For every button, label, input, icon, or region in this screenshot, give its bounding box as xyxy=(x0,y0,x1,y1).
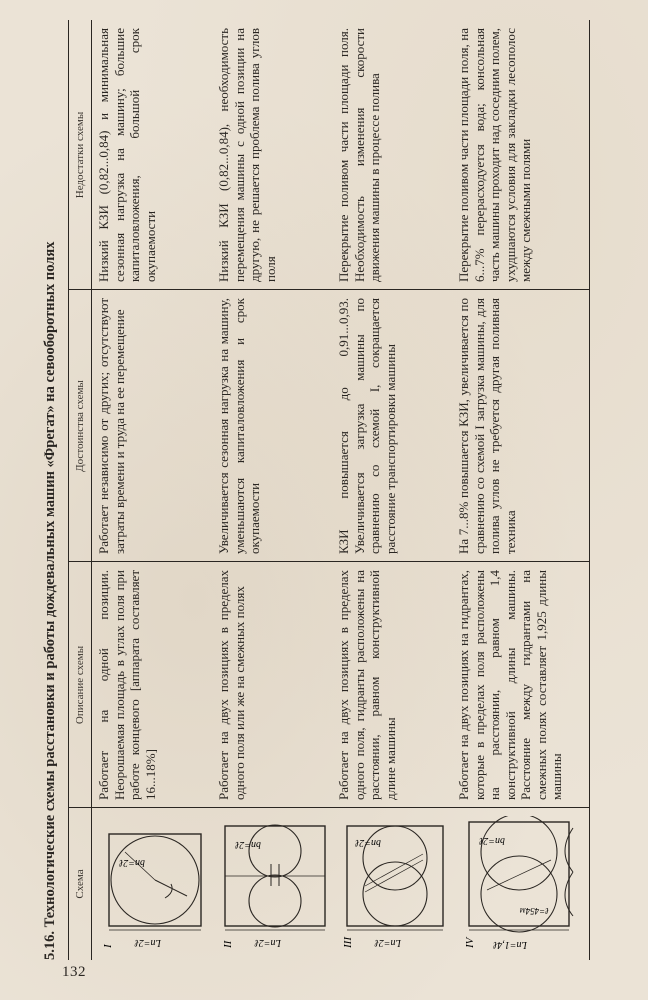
scheme-label: II xyxy=(222,940,234,948)
scheme-diagram-3 xyxy=(335,816,453,956)
row-4-description: Работает на двух позициях на гидрантах, которые в пределах поля расположены на расстоянии, равном 1,4 конструктивной длины машины. Расстояние между гидрантами на смежных полях составляет 1,925 длины машины xyxy=(456,570,564,800)
page-number: 132 xyxy=(62,964,86,980)
scheme-diagram-4 xyxy=(455,816,585,956)
dimension-width: bп=2ℓ xyxy=(479,835,505,846)
dimension-length: Lп=2ℓ xyxy=(254,937,281,948)
column-divider xyxy=(69,289,589,290)
row-1-description: Работает на одной позиции. Неорошаемая площадь в углах поля при работе концевого [аппарата составляет 16...18%] xyxy=(96,570,158,800)
dimension-length: Lп=1,4ℓ xyxy=(493,939,527,950)
scheme-diagram-1 xyxy=(95,816,213,956)
column-header-description: Описание схемы xyxy=(69,562,92,808)
row-3-advantages: КЗИ повышается до 0,91...0,93. Увеличивается загрузка машины по сравнению со схемой I, сокращается расстояние транспортировки машины xyxy=(336,298,398,554)
scheme-label: III xyxy=(342,937,354,948)
row-3-disadvantages: Перекрытие поливом части площади поля. Необходимость изменения скорости движения машины в процессе полива xyxy=(336,28,382,282)
table xyxy=(68,20,590,960)
dimension-width: bп=2ℓ xyxy=(119,857,145,868)
row-2-advantages: Увеличивается сезонная нагрузка на машину, уменьшаются капиталовложения и срок окупаемости xyxy=(216,298,262,554)
dimension-length: Lп=2ℓ xyxy=(134,937,161,948)
row-1-advantages: Работает независимо от других; отсутствуют затраты времени и труда на ее перемещение xyxy=(96,298,127,554)
row-4-advantages: На 7...8% повышается КЗИ, увеличивается по сравнению со схемой I загрузка машины, для полива углов не требуется другая поливная техника xyxy=(456,298,518,554)
row-2-disadvantages: Низкий КЗИ (0,82...0,84), необходимость перемещения машины с одной позиции на другую, не решается проблема полива углов поля xyxy=(216,28,278,282)
scheme-diagram-2 xyxy=(215,816,333,956)
scheme-label: IV xyxy=(464,937,476,948)
scheme-label: I xyxy=(102,944,114,948)
rotated-table-frame xyxy=(38,20,598,960)
column-header-scheme: Схема xyxy=(69,808,92,960)
row-3-description: Работает на двух позициях в пределах одного поля, гидранты расположены на расстоянии, равном конструктивной длине машины xyxy=(336,570,398,800)
dimension-length: Lп=2ℓ xyxy=(374,937,401,948)
row-1-disadvantages: Низкий КЗИ (0,82...0,84) и минимальная сезонная нагрузка на машину; большие капиталовложения, большой срок окупаемости xyxy=(96,28,158,282)
column-header-advantages: Достоинства схемы xyxy=(69,290,92,562)
column-divider xyxy=(69,807,589,808)
dimension-extra: ℓ=454м xyxy=(519,906,549,916)
row-4-disadvantages: Перекрытие поливом части площади поля, на 6...7% перерасходуется вода; консольная часть машины проходит над соседним полем, ухудшаются условия для закладки лесополос между смежными полями xyxy=(456,28,533,282)
column-header-disadvantages: Недостатки схемы xyxy=(69,20,92,290)
row-2-description: Работает на двух позициях в пределах одного поля или же на смежных полях xyxy=(216,570,247,800)
dimension-width: bп=2ℓ xyxy=(355,837,381,848)
column-divider xyxy=(69,561,589,562)
dimension-width: bп=2ℓ xyxy=(235,839,261,850)
table-title: 5.16. Технологические схемы расстановки и работы дождевальных машин «Фрегат» на севооборотных полях xyxy=(42,241,58,960)
